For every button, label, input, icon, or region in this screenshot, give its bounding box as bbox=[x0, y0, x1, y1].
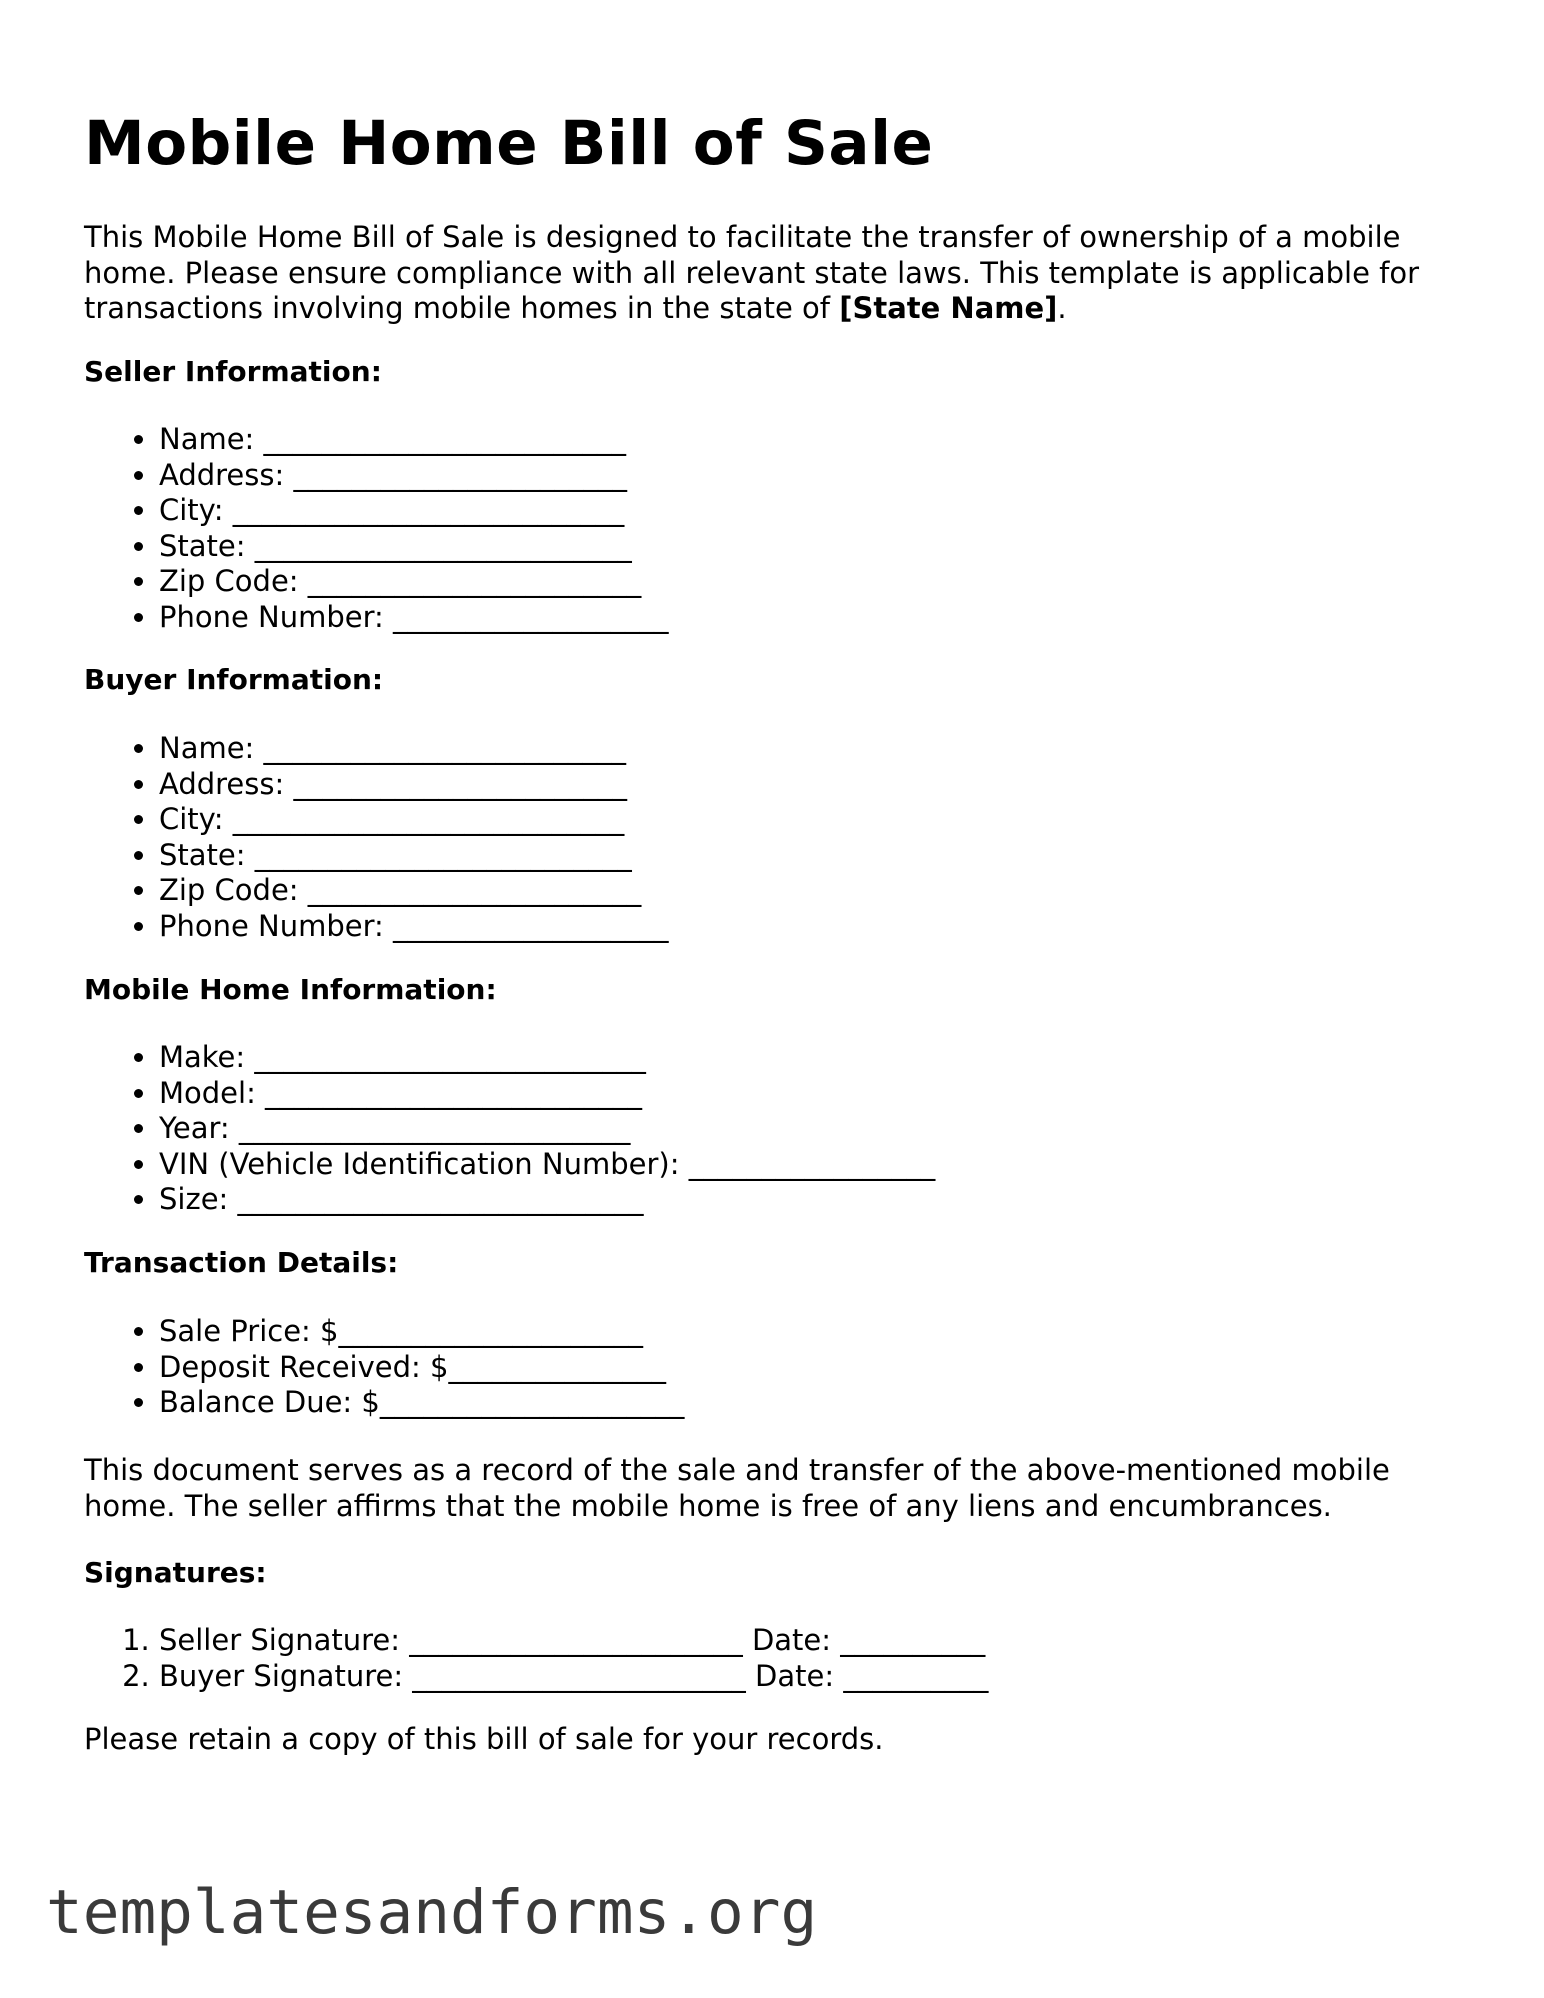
transaction-list bbox=[84, 1314, 684, 1421]
mobile-home-make-field[interactable]: • Make: ___________________________ bbox=[159, 1040, 935, 1076]
intro-paragraph bbox=[84, 220, 1464, 327]
buyer-state-field[interactable]: • State: __________________________ bbox=[159, 838, 669, 874]
transaction-heading: Transaction Details: bbox=[84, 1246, 399, 1279]
buyer-phone-field[interactable]: • Phone Number: ___________________ bbox=[159, 909, 669, 945]
seller-zip-field[interactable]: • Zip Code: _______________________ bbox=[159, 564, 669, 600]
intro-text: This Mobile Home Bill of Sale is designed to facilitate the transfer of ownership of a mobile home. Please ensure compliance with all relevant state laws. This template is applicable for transactions involving mobile homes in the state of bbox=[84, 220, 1420, 325]
mobile-home-vin-field[interactable]: • VIN (Vehicle Identification Number): _________________ bbox=[159, 1147, 935, 1183]
signatures-list bbox=[84, 1623, 988, 1694]
buyer-heading: Buyer Information: bbox=[84, 663, 384, 696]
buyer-zip-field[interactable]: • Zip Code: _______________________ bbox=[159, 873, 669, 909]
watermark-text: templatesandforms.org bbox=[46, 1877, 818, 1948]
seller-name-field[interactable]: • Name: _________________________ bbox=[159, 422, 669, 458]
closing-note: Please retain a copy of this bill of sale for your records. bbox=[84, 1722, 884, 1756]
intro-period: . bbox=[1057, 291, 1067, 325]
mobile-home-year-field[interactable]: • Year: ___________________________ bbox=[159, 1111, 935, 1147]
sale-price-field[interactable]: • Sale Price: $_____________________ bbox=[159, 1314, 684, 1350]
buyer-signature-line[interactable]: 2. Buyer Signature: _______________________ Date: __________ bbox=[159, 1659, 988, 1695]
seller-list bbox=[84, 422, 669, 636]
seller-state-field[interactable]: • State: __________________________ bbox=[159, 529, 669, 565]
buyer-name-field[interactable]: • Name: _________________________ bbox=[159, 731, 669, 767]
state-name-placeholder: [State Name] bbox=[839, 291, 1058, 325]
document-title: Mobile Home Bill of Sale bbox=[84, 108, 934, 179]
mobile-home-list bbox=[84, 1040, 935, 1218]
signatures-heading: Signatures: bbox=[84, 1556, 267, 1589]
buyer-address-field[interactable]: • Address: _______________________ bbox=[159, 767, 669, 803]
mobile-home-size-field[interactable]: • Size: ____________________________ bbox=[159, 1182, 935, 1218]
mobile-home-model-field[interactable]: • Model: __________________________ bbox=[159, 1076, 935, 1112]
deposit-received-field[interactable]: • Deposit Received: $_______________ bbox=[159, 1350, 684, 1386]
record-statement: This document serves as a record of the sale and transfer of the above-mentioned mobile home. The seller affirms that the mobile home is free of any liens and encumbrances. bbox=[84, 1453, 1390, 1523]
seller-address-field[interactable]: • Address: _______________________ bbox=[159, 458, 669, 494]
seller-city-field[interactable]: • City: ___________________________ bbox=[159, 493, 669, 529]
balance-due-field[interactable]: • Balance Due: $_____________________ bbox=[159, 1385, 684, 1421]
buyer-city-field[interactable]: • City: ___________________________ bbox=[159, 802, 669, 838]
seller-phone-field[interactable]: • Phone Number: ___________________ bbox=[159, 600, 669, 636]
mobile-home-heading: Mobile Home Information: bbox=[84, 973, 497, 1006]
buyer-list bbox=[84, 731, 669, 945]
seller-heading: Seller Information: bbox=[84, 355, 382, 388]
seller-signature-line[interactable]: 1. Seller Signature: _______________________ Date: __________ bbox=[159, 1623, 988, 1659]
